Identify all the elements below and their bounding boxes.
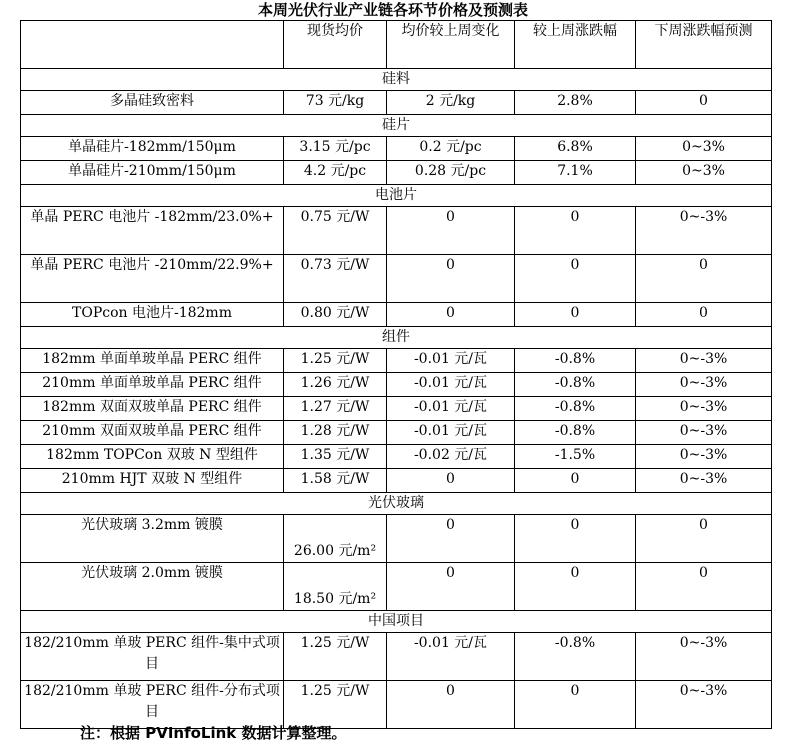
- price-table: [20, 20, 772, 729]
- change-cell: -0.01 元/瓦: [387, 421, 515, 445]
- price-cell: 18.50 元/m²: [284, 563, 387, 611]
- pct-cell: 0: [515, 255, 636, 303]
- pct-cell: 0: [515, 563, 636, 611]
- price-cell: 1.58 元/W: [284, 469, 387, 493]
- price-cell: 73 元/kg: [284, 91, 387, 115]
- change-cell: 0: [387, 255, 515, 303]
- change-cell: 0: [387, 563, 515, 611]
- price-cell: 26.00 元/m²: [284, 515, 387, 563]
- item-cell: 182mm 单面单玻单晶 PERC 组件: [21, 349, 284, 373]
- price-cell: 0.73 元/W: [284, 255, 387, 303]
- change-cell: -0.01 元/瓦: [387, 633, 515, 681]
- pct-cell: -0.8%: [515, 397, 636, 421]
- item-cell: 光伏玻璃 2.0mm 镀膜: [21, 563, 284, 611]
- table-row: [21, 469, 772, 493]
- price-cell: 1.26 元/W: [284, 373, 387, 397]
- pct-cell: -0.8%: [515, 421, 636, 445]
- change-cell: -0.01 元/瓦: [387, 349, 515, 373]
- section-title: 电池片: [21, 185, 772, 207]
- item-cell: 光伏玻璃 3.2mm 镀膜: [21, 515, 284, 563]
- forecast-cell: 0~-3%: [636, 397, 772, 421]
- pct-cell: -0.8%: [515, 633, 636, 681]
- change-cell: -0.01 元/瓦: [387, 373, 515, 397]
- change-cell: 0: [387, 681, 515, 729]
- table-title: 本周光伏行业产业链各环节价格及预测表: [257, 1, 528, 19]
- price-cell: 1.28 元/W: [284, 421, 387, 445]
- price-cell: 1.35 元/W: [284, 445, 387, 469]
- change-cell: 0: [387, 207, 515, 255]
- section-title: 硅片: [21, 115, 772, 137]
- table-row: [21, 373, 772, 397]
- price-cell: 4.2 元/pc: [284, 161, 387, 185]
- price-cell: 3.15 元/pc: [284, 137, 387, 161]
- section-title: 中国项目: [21, 611, 772, 633]
- table-row: [21, 349, 772, 373]
- item-cell: 单晶硅片-210mm/150μm: [21, 161, 284, 185]
- item-cell: 单晶硅片-182mm/150μm: [21, 137, 284, 161]
- table-row: [21, 681, 772, 729]
- table-row: [21, 515, 772, 563]
- pct-cell: 0: [515, 515, 636, 563]
- price-cell: 0.75 元/W: [284, 207, 387, 255]
- item-cell: 182/210mm 单玻 PERC 组件-集中式项目: [21, 633, 284, 681]
- table-row: [21, 397, 772, 421]
- header-pct-change: 较上周涨跌幅: [515, 21, 636, 69]
- forecast-cell: 0~3%: [636, 137, 772, 161]
- price-cell: 1.25 元/W: [284, 681, 387, 729]
- forecast-cell: 0: [636, 515, 772, 563]
- item-cell: 多晶硅致密料: [21, 91, 284, 115]
- forecast-cell: 0: [636, 303, 772, 327]
- item-cell: 182mm 双面双玻单晶 PERC 组件: [21, 397, 284, 421]
- item-cell: 182/210mm 单玻 PERC 组件-分布式项目: [21, 681, 284, 729]
- change-cell: 0.2 元/pc: [387, 137, 515, 161]
- change-cell: 0: [387, 303, 515, 327]
- footnote: 注：根据 PVInfoLink 数据计算整理。: [80, 724, 347, 742]
- price-cell: 1.25 元/W: [284, 633, 387, 681]
- forecast-cell: 0~-3%: [636, 681, 772, 729]
- forecast-cell: 0: [636, 91, 772, 115]
- section-title: 硅料: [21, 69, 772, 91]
- table-row: [21, 421, 772, 445]
- table-row: [21, 91, 772, 115]
- item-cell: TOPcon 电池片-182mm: [21, 303, 284, 327]
- item-cell: 210mm HJT 双玻 N 型组件: [21, 469, 284, 493]
- item-cell: 单晶 PERC 电池片 -210mm/22.9%+: [21, 255, 284, 303]
- table-row: [21, 207, 772, 255]
- pct-cell: 0: [515, 303, 636, 327]
- change-cell: 0: [387, 515, 515, 563]
- change-cell: -0.02 元/瓦: [387, 445, 515, 469]
- forecast-cell: 0~-3%: [636, 207, 772, 255]
- price-cell: 1.25 元/W: [284, 349, 387, 373]
- header-row: [21, 21, 772, 69]
- forecast-cell: 0~-3%: [636, 633, 772, 681]
- pct-cell: 0: [515, 207, 636, 255]
- change-cell: 0.28 元/pc: [387, 161, 515, 185]
- item-cell: 210mm 单面单玻单晶 PERC 组件: [21, 373, 284, 397]
- table-row: [21, 563, 772, 611]
- price-cell: 1.27 元/W: [284, 397, 387, 421]
- pct-cell: -0.8%: [515, 373, 636, 397]
- change-cell: -0.01 元/瓦: [387, 397, 515, 421]
- forecast-cell: 0~-3%: [636, 421, 772, 445]
- table-row: [21, 255, 772, 303]
- item-cell: 182mm TOPCon 双玻 N 型组件: [21, 445, 284, 469]
- table-row: [21, 303, 772, 327]
- pct-cell: -1.5%: [515, 445, 636, 469]
- forecast-cell: 0: [636, 563, 772, 611]
- header-forecast: 下周涨跌幅预测: [636, 21, 772, 69]
- pct-cell: 0: [515, 681, 636, 729]
- section-title: 组件: [21, 327, 772, 349]
- header-item: [21, 21, 284, 69]
- pct-cell: 2.8%: [515, 91, 636, 115]
- change-cell: 0: [387, 469, 515, 493]
- forecast-cell: 0~-3%: [636, 469, 772, 493]
- pct-cell: 6.8%: [515, 137, 636, 161]
- table-row: [21, 633, 772, 681]
- forecast-cell: 0~-3%: [636, 373, 772, 397]
- price-cell: 0.80 元/W: [284, 303, 387, 327]
- item-cell: 210mm 双面双玻单晶 PERC 组件: [21, 421, 284, 445]
- table-row: [21, 137, 772, 161]
- header-spot-price: 现货均价: [284, 21, 387, 69]
- forecast-cell: 0~-3%: [636, 349, 772, 373]
- pct-cell: -0.8%: [515, 349, 636, 373]
- section-title: 光伏玻璃: [21, 493, 772, 515]
- header-price-change: 均价较上周变化: [387, 21, 515, 69]
- forecast-cell: 0~3%: [636, 161, 772, 185]
- table-row: [21, 445, 772, 469]
- pct-cell: 0: [515, 469, 636, 493]
- change-cell: 2 元/kg: [387, 91, 515, 115]
- forecast-cell: 0: [636, 255, 772, 303]
- forecast-cell: 0~-3%: [636, 445, 772, 469]
- table-row: [21, 161, 772, 185]
- item-cell: 单晶 PERC 电池片 -182mm/23.0%+: [21, 207, 284, 255]
- pct-cell: 7.1%: [515, 161, 636, 185]
